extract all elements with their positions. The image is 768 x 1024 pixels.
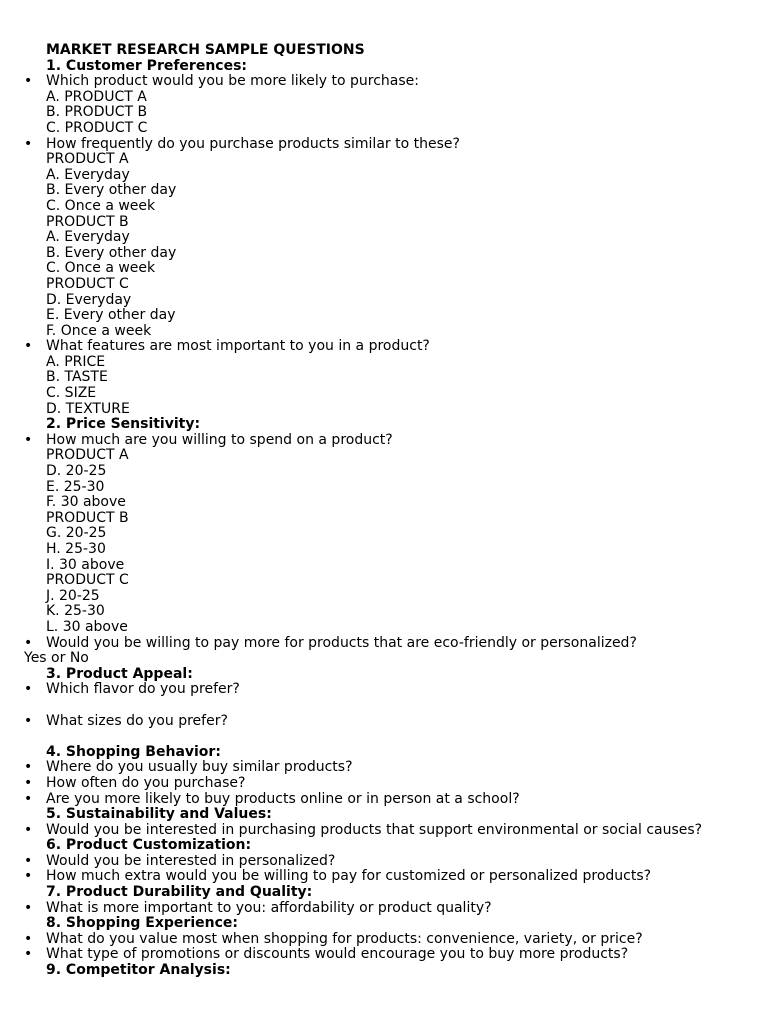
line-text: What sizes do you prefer?	[46, 712, 228, 729]
bullet-icon: •	[24, 790, 33, 807]
line-text: PRODUCT A	[46, 447, 129, 464]
section-heading	[24, 807, 754, 823]
bullet-icon: •	[24, 821, 33, 838]
option-line	[24, 152, 754, 168]
line-text: What features are most important to you in a product?	[46, 338, 430, 355]
line-text: A. PRODUCT A	[46, 88, 147, 105]
line-text: How much are you willing to spend on a product?	[46, 431, 393, 448]
bullet-question	[24, 823, 754, 839]
option-line	[24, 355, 754, 371]
option-line	[24, 183, 754, 199]
option-line	[24, 277, 754, 293]
line-text: B. Every other day	[46, 182, 177, 199]
blank-line	[24, 729, 754, 745]
bullet-question	[24, 901, 754, 917]
option-line	[24, 495, 754, 511]
blank-line	[24, 698, 754, 714]
answer-text	[24, 651, 754, 667]
option-line	[24, 480, 754, 496]
line-text: Would you be interested in purchasing products that support environmental or social causes?	[46, 821, 703, 838]
option-line	[24, 324, 754, 340]
section-heading	[24, 885, 754, 901]
line-text: C. Once a week	[46, 197, 156, 214]
line-text: Which product would you be more likely to purchase:	[46, 73, 419, 90]
bullet-question	[24, 776, 754, 792]
line-text: Would you be interested in personalized?	[46, 852, 336, 869]
bullet-question	[24, 854, 754, 870]
line-text: C. PRODUCT C	[46, 119, 148, 136]
bullet-icon: •	[24, 899, 33, 916]
section-heading	[24, 963, 754, 979]
line-text: PRODUCT B	[46, 509, 129, 526]
option-line	[24, 589, 754, 605]
bullet-icon: •	[24, 338, 33, 355]
line-text: PRODUCT B	[46, 213, 129, 230]
document-body	[24, 43, 754, 979]
bullet-question	[24, 74, 754, 90]
line-text: How often do you purchase?	[46, 774, 246, 791]
option-line	[24, 448, 754, 464]
line-text: B. TASTE	[46, 369, 108, 386]
line-text: PRODUCT C	[46, 275, 129, 292]
line-text: F. 30 above	[46, 494, 126, 511]
option-line	[24, 402, 754, 418]
line-text: C. Once a week	[46, 260, 156, 277]
line-text: G. 20-25	[46, 525, 107, 542]
section-heading	[24, 916, 754, 932]
option-line	[24, 215, 754, 231]
line-text: Where do you usually buy similar products?	[46, 759, 353, 776]
option-line	[24, 230, 754, 246]
line-text: Are you more likely to buy products online or in person at a school?	[46, 790, 520, 807]
bullet-question	[24, 869, 754, 885]
bullet-icon: •	[24, 634, 33, 651]
line-text: A. Everyday	[46, 166, 130, 183]
line-text: D. 20-25	[46, 463, 107, 480]
bullet-question	[24, 792, 754, 808]
bullet-icon: •	[24, 759, 33, 776]
option-line	[24, 261, 754, 277]
line-text: E. Every other day	[46, 307, 176, 324]
bullet-icon: •	[24, 852, 33, 869]
line-text: D. Everyday	[46, 291, 132, 308]
bullet-question	[24, 682, 754, 698]
line-text: PRODUCT C	[46, 572, 129, 589]
line-text: 1. Customer Preferences:	[46, 57, 248, 74]
line-text: 4. Shopping Behavior:	[46, 743, 221, 760]
bullet-question	[24, 137, 754, 153]
line-text: 9. Competitor Analysis:	[46, 962, 231, 979]
bullet-icon: •	[24, 135, 33, 152]
line-text: 7. Product Durability and Quality:	[46, 884, 313, 901]
section-heading	[24, 59, 754, 75]
option-line	[24, 168, 754, 184]
line-text: What do you value most when shopping for products: convenience, variety, or price?	[46, 930, 643, 947]
line-text: F. Once a week	[46, 322, 152, 339]
line-text: MARKET RESEARCH SAMPLE QUESTIONS	[46, 42, 365, 58]
line-text: H. 25-30	[46, 541, 106, 557]
line-text: 3. Product Appeal:	[46, 665, 193, 682]
bullet-icon: •	[24, 431, 33, 448]
option-line	[24, 308, 754, 324]
option-line	[24, 293, 754, 309]
option-line	[24, 370, 754, 386]
line-text: 5. Sustainability and Values:	[46, 806, 272, 823]
bullet-icon: •	[24, 868, 33, 885]
bullet-question	[24, 714, 754, 730]
section-heading	[24, 417, 754, 433]
line-text: C. SIZE	[46, 385, 97, 402]
bullet-question	[24, 932, 754, 948]
section-heading	[24, 745, 754, 761]
bullet-question	[24, 636, 754, 652]
option-line	[24, 121, 754, 137]
option-line	[24, 386, 754, 402]
line-text: What is more important to you: affordability or product quality?	[46, 899, 492, 916]
line-text: A. PRICE	[46, 353, 106, 370]
bullet-icon: •	[24, 73, 33, 90]
bullet-question	[24, 947, 754, 963]
line-text: D. TEXTURE	[46, 400, 130, 417]
option-line	[24, 558, 754, 574]
option-line	[24, 604, 754, 620]
bullet-question	[24, 339, 754, 355]
option-line	[24, 246, 754, 262]
option-line	[24, 526, 754, 542]
line-text: E. 25-30	[46, 478, 105, 495]
bullet-icon: •	[24, 681, 33, 698]
option-line	[24, 464, 754, 480]
section-heading	[24, 838, 754, 854]
line-text: How frequently do you purchase products similar to these?	[46, 135, 460, 152]
option-line	[24, 90, 754, 106]
line-text: How much extra would you be willing to pay for customized or personalized products?	[46, 868, 652, 885]
line-text: What type of promotions or discounts would encourage you to buy more products?	[46, 946, 629, 963]
option-line	[24, 105, 754, 121]
line-text: A. Everyday	[46, 229, 130, 246]
line-text: L. 30 above	[46, 618, 128, 635]
line-text: Would you be willing to pay more for products that are eco-friendly or personalized?	[46, 634, 637, 651]
line-text: K. 25-30	[46, 603, 105, 620]
line-text: Yes or No	[24, 650, 89, 667]
bullet-icon: •	[24, 712, 33, 729]
line-text: Which flavor do you prefer?	[46, 681, 240, 698]
option-line	[24, 199, 754, 215]
bullet-icon: •	[24, 930, 33, 947]
line-text: 6. Product Customization:	[46, 837, 252, 854]
option-line	[24, 542, 754, 558]
line-text: 8. Shopping Experience:	[46, 915, 238, 932]
option-line	[24, 573, 754, 589]
bullet-question	[24, 433, 754, 449]
bullet-question	[24, 760, 754, 776]
line-text: PRODUCT A	[46, 151, 129, 168]
option-line	[24, 620, 754, 636]
section-heading	[24, 667, 754, 683]
section-heading	[24, 43, 754, 59]
bullet-icon: •	[24, 774, 33, 791]
bullet-icon: •	[24, 946, 33, 963]
option-line	[24, 511, 754, 527]
line-text: B. PRODUCT B	[46, 104, 148, 121]
line-text: I. 30 above	[46, 556, 125, 573]
line-text: J. 20-25	[46, 587, 100, 604]
line-text: B. Every other day	[46, 244, 177, 261]
line-text: 2. Price Sensitivity:	[46, 416, 201, 433]
